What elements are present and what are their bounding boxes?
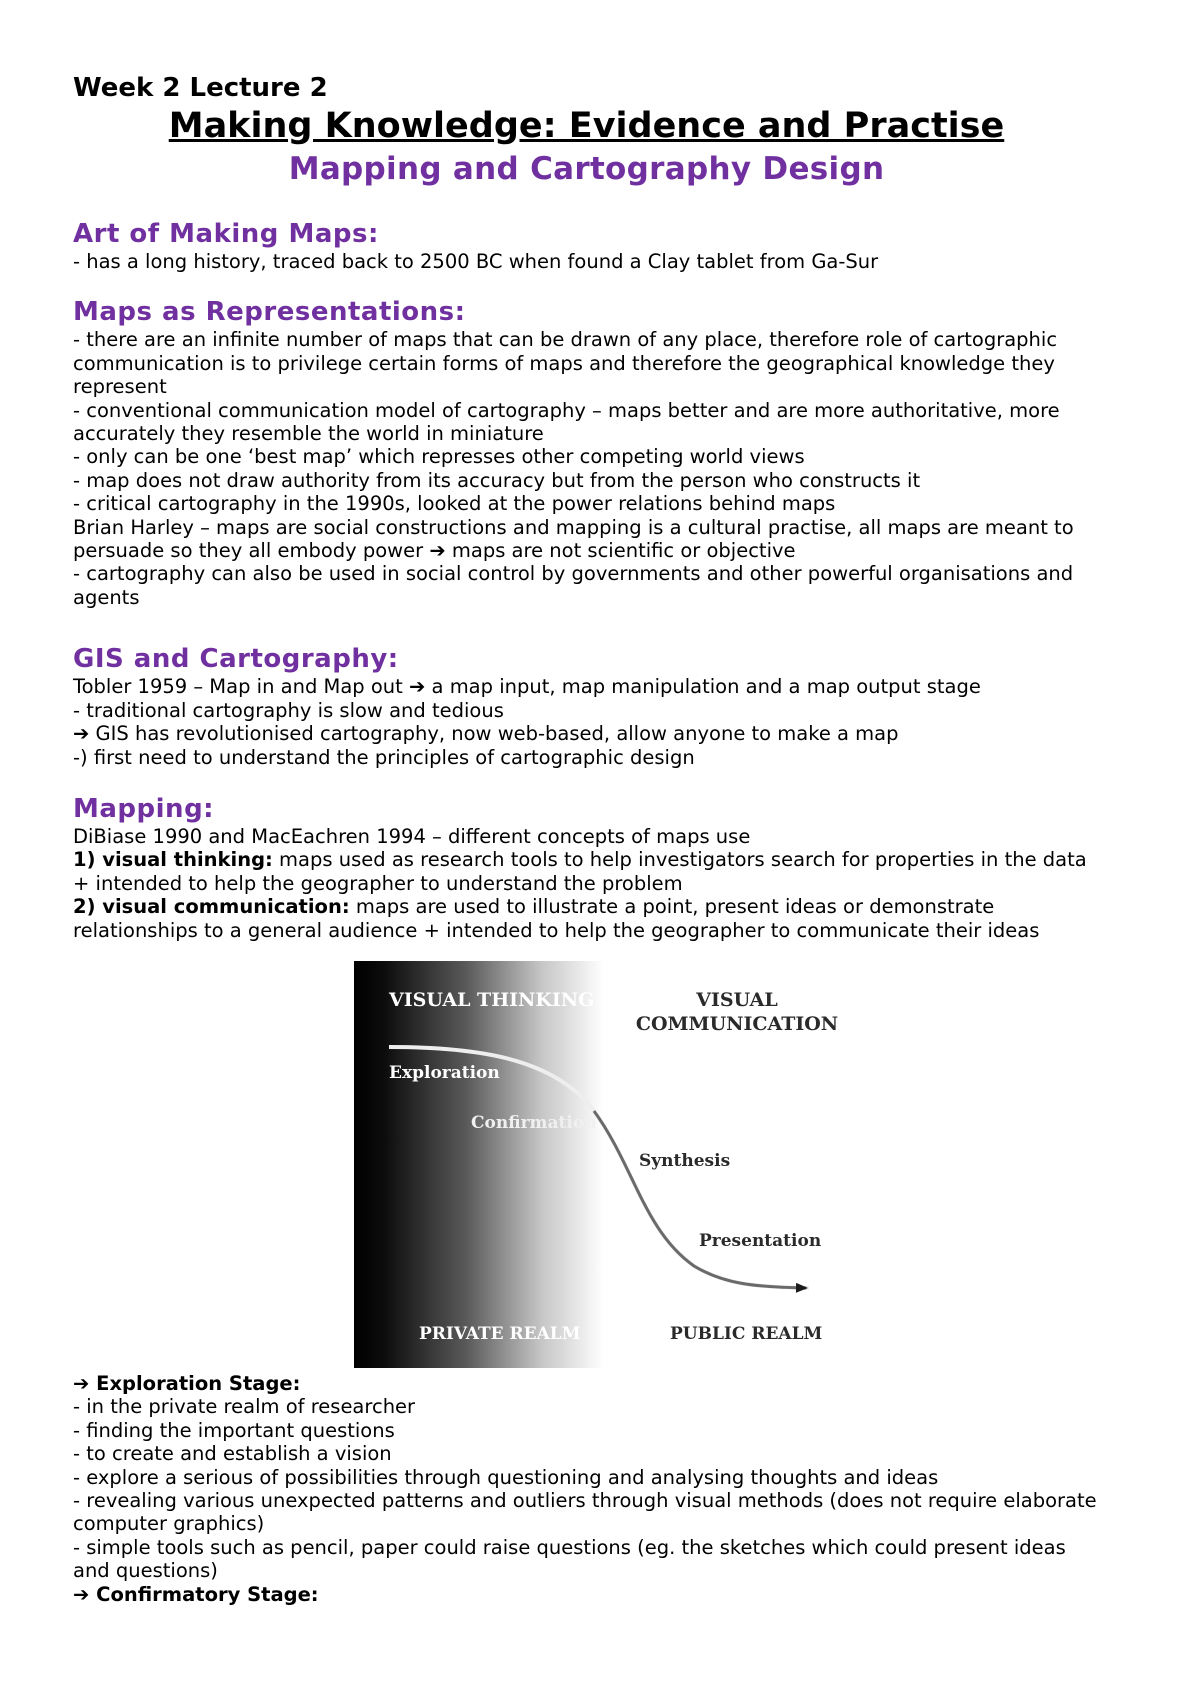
- exploration-line: - simple tools such as pencil, paper could raise questions (eg. the sketches which could present ideas and questions): [73, 1535, 1066, 1583]
- exploration-line: - finding the important questions: [73, 1418, 395, 1442]
- section-mapping: [73, 793, 1100, 942]
- mapping-item-2-label: 2) visual communication:: [73, 895, 350, 919]
- representations-line: - cartography can also be used in social control by governments and other powerful organisations and agents: [73, 562, 1074, 609]
- label-presentation: Presentation: [699, 1230, 822, 1251]
- label-public-realm: PUBLIC REALM: [670, 1323, 823, 1344]
- week-label: Week 2 Lecture 2: [73, 73, 328, 103]
- label-visual-thinking: VISUAL THINKING: [389, 988, 595, 1011]
- mapping-item-1-label: 1) visual thinking:: [73, 848, 273, 872]
- label-private-realm: PRIVATE REALM: [419, 1323, 581, 1344]
- section-heading-art: Art of Making Maps:: [73, 219, 379, 249]
- confirmatory-stage-heading-text: ➔ Confirmatory Stage:: [73, 1582, 319, 1606]
- section-gis: [73, 643, 1100, 769]
- label-synthesis: Synthesis: [639, 1150, 731, 1171]
- exploration-line: - explore a serious of possibilities through questioning and analysing thoughts and ideas: [73, 1465, 939, 1489]
- art-line: - has a long history, traced back to 2500 BC when found a Clay tablet from Ga-Sur: [73, 250, 879, 273]
- representations-line: - conventional communication model of cartography – maps better and are more authoritative, more accurately they resemble the world in miniature: [73, 398, 1060, 446]
- label-confirmation: Confirmation: [471, 1112, 597, 1133]
- visual-thinking-communication-figure: [354, 961, 849, 1368]
- gis-line: ➔ GIS has revolutionised cartography, now web-based, allow anyone to make a map: [73, 722, 899, 746]
- exploration-stage-heading: [73, 1372, 1100, 1395]
- label-visual-communication-1: VISUAL: [696, 988, 778, 1011]
- exploration-line: - to create and establish a vision: [73, 1442, 392, 1466]
- gis-line: -) first need to understand the principles of cartographic design: [73, 745, 695, 769]
- section-heading-mapping: Mapping:: [73, 793, 215, 824]
- process-curve-arrow: [594, 1111, 806, 1288]
- document-subtitle: Mapping and Cartography Design: [288, 151, 885, 187]
- figure-svg: [354, 961, 849, 1368]
- section-representations: [73, 296, 1100, 609]
- representations-line: - critical cartography in the 1990s, looked at the power relations behind maps: [73, 492, 836, 516]
- representations-line: Brian Harley – maps are social constructions and mapping is a cultural practise, all maps are meant to persuade so they all embody power ➔ maps are not scientific or objective: [73, 515, 1074, 563]
- mapping-item-1-text: maps used as research tools to help investigators search for properties in the data + intended to help the geographer to understand the problem: [73, 848, 1087, 895]
- exploration-line: - revealing various unexpected patterns and outliers through visual methods (does not require elaborate computer graphics): [73, 1488, 1097, 1536]
- label-exploration: Exploration: [389, 1062, 500, 1083]
- gis-line: Tobler 1959 – Map in and Map out ➔ a map input, map manipulation and a map output stage: [73, 675, 981, 699]
- private-realm-gradient: [354, 961, 604, 1368]
- document-title: Making Knowledge: Evidence and Practise: [168, 106, 1005, 146]
- section-heading-gis: GIS and Cartography:: [73, 644, 399, 675]
- representations-line: - map does not draw authority from its accuracy but from the person who constructs it: [73, 468, 921, 492]
- label-visual-communication-2: COMMUNICATION: [635, 1012, 839, 1035]
- mapping-item-2: [73, 895, 1100, 942]
- confirmatory-stage-heading: [73, 1583, 1100, 1606]
- mapping-intro: DiBiase 1990 and MacEachren 1994 – different concepts of maps use: [73, 824, 751, 848]
- representations-line: - only can be one ‘best map’ which represses other competing world views: [73, 445, 805, 469]
- mapping-item-1: [73, 848, 1100, 895]
- section-art: [73, 218, 1100, 273]
- mapping-item-2-text: maps are used to illustrate a point, present ideas or demonstrate relationships to a general audience + intended to help the geographer to communicate their ideas: [73, 895, 1040, 942]
- representations-line: - there are an infinite number of maps that can be drawn of any place, therefore role of cartographic communication is to privilege certain forms of maps and therefore the geographical knowledge they represent: [73, 328, 1058, 399]
- gis-line: - traditional cartography is slow and tedious: [73, 698, 504, 722]
- exploration-stage-heading-text: ➔ Exploration Stage:: [73, 1371, 301, 1395]
- exploration-line: - in the private realm of researcher: [73, 1395, 416, 1419]
- section-exploration-stage: [73, 1372, 1100, 1606]
- section-heading-representations: Maps as Representations:: [73, 297, 466, 328]
